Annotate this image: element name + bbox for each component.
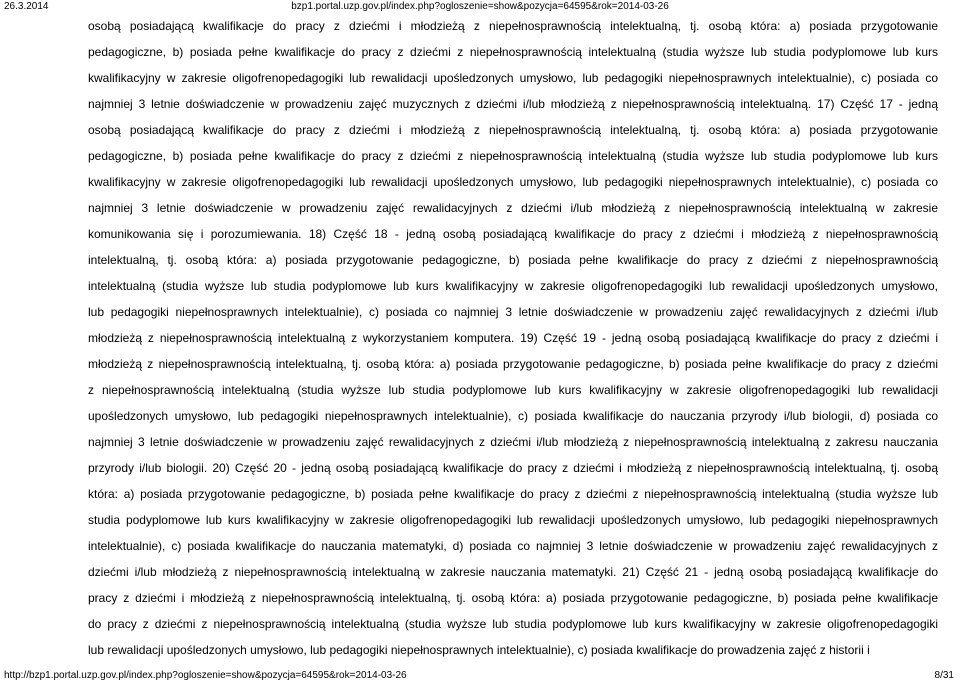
body-line: z niepełnosprawnością intelektualną (studia wyższe lub studia podyplomowe lub kurs kwalifikacyjny w zakresie oligofrenopedagogiki lub rewalidacji <box>88 383 938 397</box>
body-line: najmniej 3 letnie doświadczenie w prowadzeniu zajęć muzycznych z dziećmi i/lub młodzieżą z niepełnosprawnością intelektualną. 17) Część 17 - jedną <box>88 97 938 111</box>
body-line: dziećmi i/lub młodzieżą z niepełnosprawnością intelektualną w zakresie nauczania matematyki. 21) Część 21 - jedną osobą posiadającą kwalifikacje do <box>88 565 938 579</box>
body-line: osobą posiadającą kwalifikacje do pracy z dziećmi i młodzieżą z niepełnosprawnością intelektualną, tj. osobą która: a) posiada przygotowanie <box>88 19 938 33</box>
body-line: intelektualną, tj. osobą która: a) posiada przygotowanie pedagogiczne, b) posiada pełne kwalifikacje do pracy z dziećmi z niepełnosprawnością <box>88 253 938 267</box>
body-line: kwalifikacyjny w zakresie oligofrenopedagogiki lub rewalidacji upośledzonych umysłowo, lub pedagogiki niepełnosprawnych intelektualnie), c) posiada co <box>88 71 938 85</box>
body-line: osobą posiadającą kwalifikacje do pracy z dziećmi i młodzieżą z niepełnosprawnością intelektualną, tj. osobą która: a) posiada przygotowanie <box>88 123 938 137</box>
document-body <box>0 8 960 657</box>
print-date: 26.3.2014 <box>4 1 49 12</box>
page-number: 8/31 <box>934 670 954 681</box>
body-line: pracy z dziećmi i młodzieżą z niepełnosprawnością intelektualną, tj. osobą która: a) posiada przygotowanie pedagogiczne, b) posiada pełne kwalifikacje <box>88 591 938 605</box>
body-line: najmniej 3 letnie doświadczenie w prowadzeniu zajęć rewalidacyjnych z dziećmi i/lub młodzieżą z niepełnosprawnością intelektualną w zakresie <box>88 201 938 215</box>
body-line: młodzieżą z niepełnosprawnością intelektualną z wykorzystaniem komputera. 19) Część 19 - jedną osobą posiadającą kwalifikacje do pracy z dziećmi i <box>88 331 938 345</box>
body-line: intelektualną (studia wyższe lub studia podyplomowe lub kurs kwalifikacyjny w zakresie oligofrenopedagogiki lub rewalidacji upośledzonych umysłowo, <box>88 279 938 293</box>
body-line: lub rewalidacji upośledzonych umysłowo, lub pedagogiki niepełnosprawnych intelektualnie), c) posiada kwalifikacje do prowadzenia zajęć z historii i <box>88 643 870 657</box>
page-footer <box>0 667 960 685</box>
body-line: która: a) posiada przygotowanie pedagogiczne, b) posiada pełne kwalifikacje do pracy z dziećmi z niepełnosprawnością intelektualną (studia wyższe lub <box>88 487 938 501</box>
body-line: pedagogiczne, b) posiada pełne kwalifikacje do pracy z dziećmi z niepełnosprawnością intelektualną (studia wyższe lub studia podyplomowe lub kurs <box>88 149 938 163</box>
body-line: pedagogiczne, b) posiada pełne kwalifikacje do pracy z dziećmi z niepełnosprawnością intelektualną (studia wyższe lub studia podyplomowe lub kurs <box>88 45 938 59</box>
body-line: intelektualnie), c) posiada kwalifikacje do nauczania matematyki, d) posiada co najmniej 3 letnie doświadczenie w prowadzeniu zajęć rewalidacyjnych z <box>88 539 938 553</box>
body-line: kwalifikacyjny w zakresie oligofrenopedagogiki lub rewalidacji upośledzonych umysłowo, lub pedagogiki niepełnosprawnych intelektualnie), c) posiada co <box>88 175 938 189</box>
body-line: studia podyplomowe lub kurs kwalifikacyjny w zakresie oligofrenopedagogiki lub rewalidacji upośledzonych umysłowo, lub pedagogiki niepełnosprawnych <box>88 513 938 527</box>
body-line: najmniej 3 letnie doświadczenie w prowadzeniu zajęć rewalidacyjnych z dziećmi i/lub młodzieżą z niepełnosprawnością intelektualną z zakresu nauczania <box>88 435 938 449</box>
body-line: upośledzonych umysłowo, lub pedagogiki niepełnosprawnych intelektualnie), c) posiada kwalifikacje do nauczania przyrody i/lub biologii, d) posiada co <box>88 409 938 423</box>
body-line: komunikowania się i porozumiewania. 18) Część 18 - jedną osobą posiadającą kwalifikacje do pracy z dziećmi i młodzieżą z niepełnosprawnością <box>88 227 938 241</box>
body-line: lub pedagogiki niepełnosprawnych intelektualnie), c) posiada co najmniej 3 letnie doświadczenie w prowadzeniu zajęć rewalidacyjnych z dziećmi i/lub <box>88 305 938 319</box>
header-url: bzp1.portal.uzp.gov.pl/index.php?ogloszenie=show&pozycja=64595&rok=2014-03-26 <box>291 1 669 12</box>
footer-url: http://bzp1.portal.uzp.gov.pl/index.php?ogloszenie=show&pozycja=64595&rok=2014-03-26 <box>4 670 407 681</box>
body-line: do pracy z dziećmi z niepełnosprawnością intelektualną (studia wyższe lub studia podyplomowe lub kurs kwalifikacyjny w zakresie oligofrenopedagogiki <box>88 617 938 631</box>
body-line: przyrody i/lub biologii. 20) Część 20 - jedną osobą posiadającą kwalifikacje do pracy z dziećmi i młodzieżą z niepełnosprawnością intelektualną, tj. osobą <box>88 461 938 475</box>
body-line: młodzieżą z niepełnosprawnością intelektualną, tj. osobą która: a) posiada przygotowanie pedagogiczne, b) posiada pełne kwalifikacje do pracy z dziećmi <box>88 357 938 371</box>
